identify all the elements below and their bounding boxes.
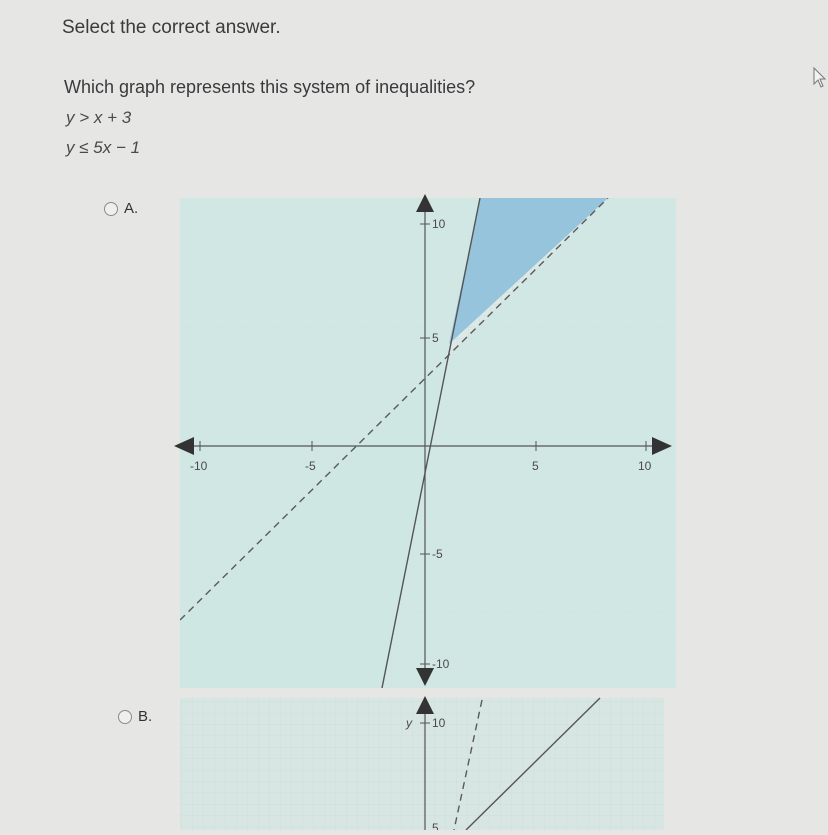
x-tick-label: 10 [638,459,652,473]
y-tick-label: 10 [432,716,446,730]
y-tick-label: 5 [432,331,439,345]
graph-a [160,190,690,690]
y-tick-label: 5 [432,821,439,830]
x-tick-label: 5 [532,459,539,473]
inequality-1: y > x + 3 [66,108,132,127]
y-tick-label: -10 [432,657,450,671]
x-tick-label: -5 [305,459,316,473]
instructions-text: Select the correct answer. [62,17,281,38]
cursor-icon [812,66,828,90]
option-b-label: B. [138,708,153,725]
option-a[interactable] [104,200,138,217]
y-axis-label: y [406,716,412,730]
option-a-label: A. [124,200,139,217]
radio-icon[interactable] [118,710,132,724]
x-tick-label: -10 [190,459,208,473]
option-b[interactable] [118,708,152,725]
y-tick-label: -5 [432,547,443,561]
question-prompt: Which graph represents this system of inequalities? [64,77,476,97]
y-tick-label: 10 [432,217,446,231]
graph-b [170,690,690,830]
inequality-2: y ≤ 5x − 1 [66,138,141,157]
radio-icon[interactable] [104,202,118,216]
